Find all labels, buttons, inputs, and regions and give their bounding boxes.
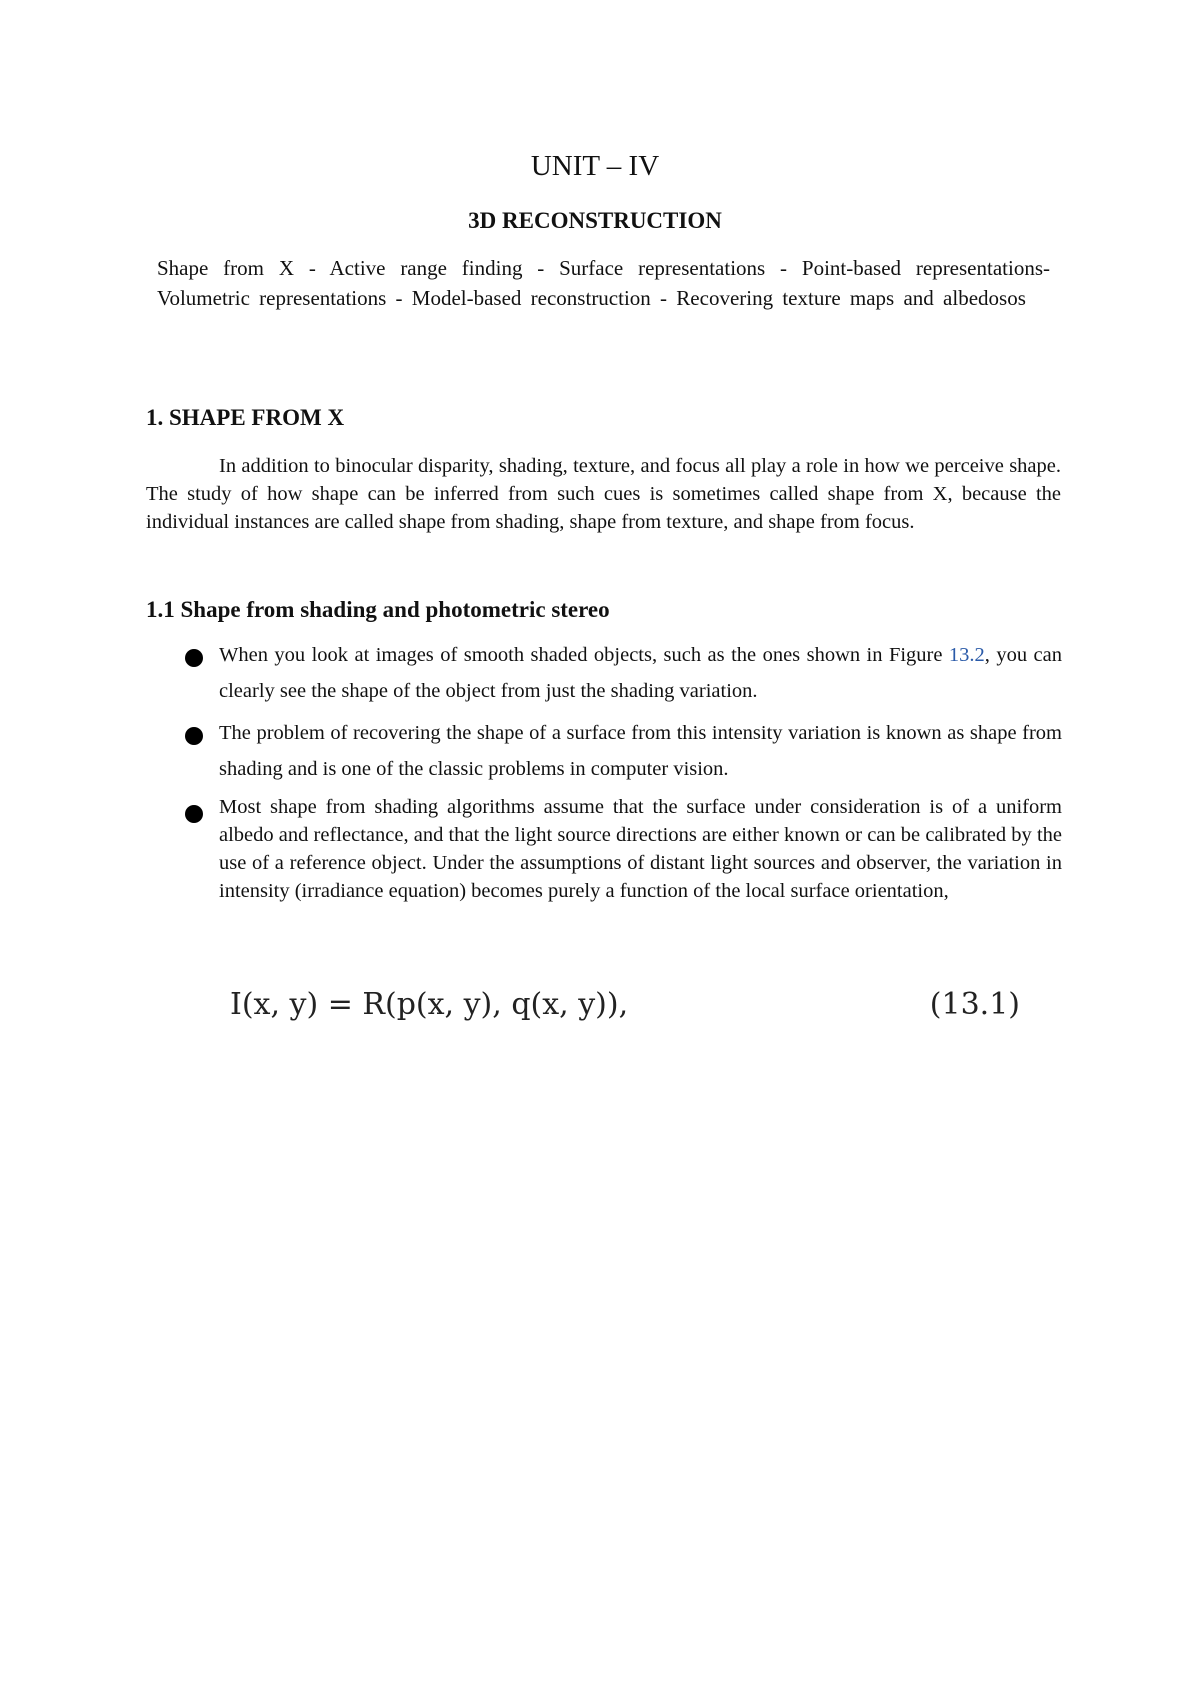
subsection-heading-shape-from-shading: 1.1 Shape from shading and photometric stereo (146, 597, 610, 622)
bullet-item (182, 637, 1062, 709)
bullet-item (182, 715, 1062, 787)
equation-expression: I(x, y) = R(p(x, y), q(x, y)), (230, 987, 629, 1022)
equation-number: (13.1) (929, 987, 1020, 1022)
bullet-icon (185, 805, 203, 823)
bullet-text: The problem of recovering the shape of a surface from this intensity variation is known as shape from shading and is one of the classic problems in computer vision. (219, 722, 1062, 780)
unit-title: UNIT – IV (530, 150, 660, 182)
bullet-icon (185, 727, 203, 745)
figure-reference-link[interactable]: 13.2 (948, 644, 985, 666)
bullet-icon (185, 649, 203, 667)
bullet-item (182, 793, 1062, 905)
equation-13-1 (230, 980, 1020, 1030)
topics-list: Shape from X - Active range finding - Surface representations - Point-based representations- Volumetric representations - Model-based reconstruction - Recovering texture maps and albedosos (157, 256, 1050, 310)
chapter-title: 3D RECONSTRUCTION (468, 208, 722, 233)
bullet-text: Most shape from shading algorithms assume that the surface under consideration is of a uniform albedo and reflectance, and that the light source directions are either known or can be calibrated by the use of a reference object. Under the assumptions of distant light sources and observer, the variation in intensity (irradiance equation) becomes purely a function of the local surface orientation, (219, 796, 1062, 902)
bullet-list (182, 637, 1062, 911)
section-heading-shape-from-x: 1. SHAPE FROM X (146, 405, 345, 430)
bullet-text: When you look at images of smooth shaded objects, such as the ones shown in Figure 13.2, you can clearly see the shape of the object from just the shading variation. (219, 644, 1063, 702)
intro-paragraph: In addition to binocular disparity, shading, texture, and focus all play a role in how we perceive shape. The study of how shape can be inferred from such cues is sometimes called shape from X, because the individual instances are called shape from shading, shape from texture, and shape from focus. (146, 455, 1061, 533)
